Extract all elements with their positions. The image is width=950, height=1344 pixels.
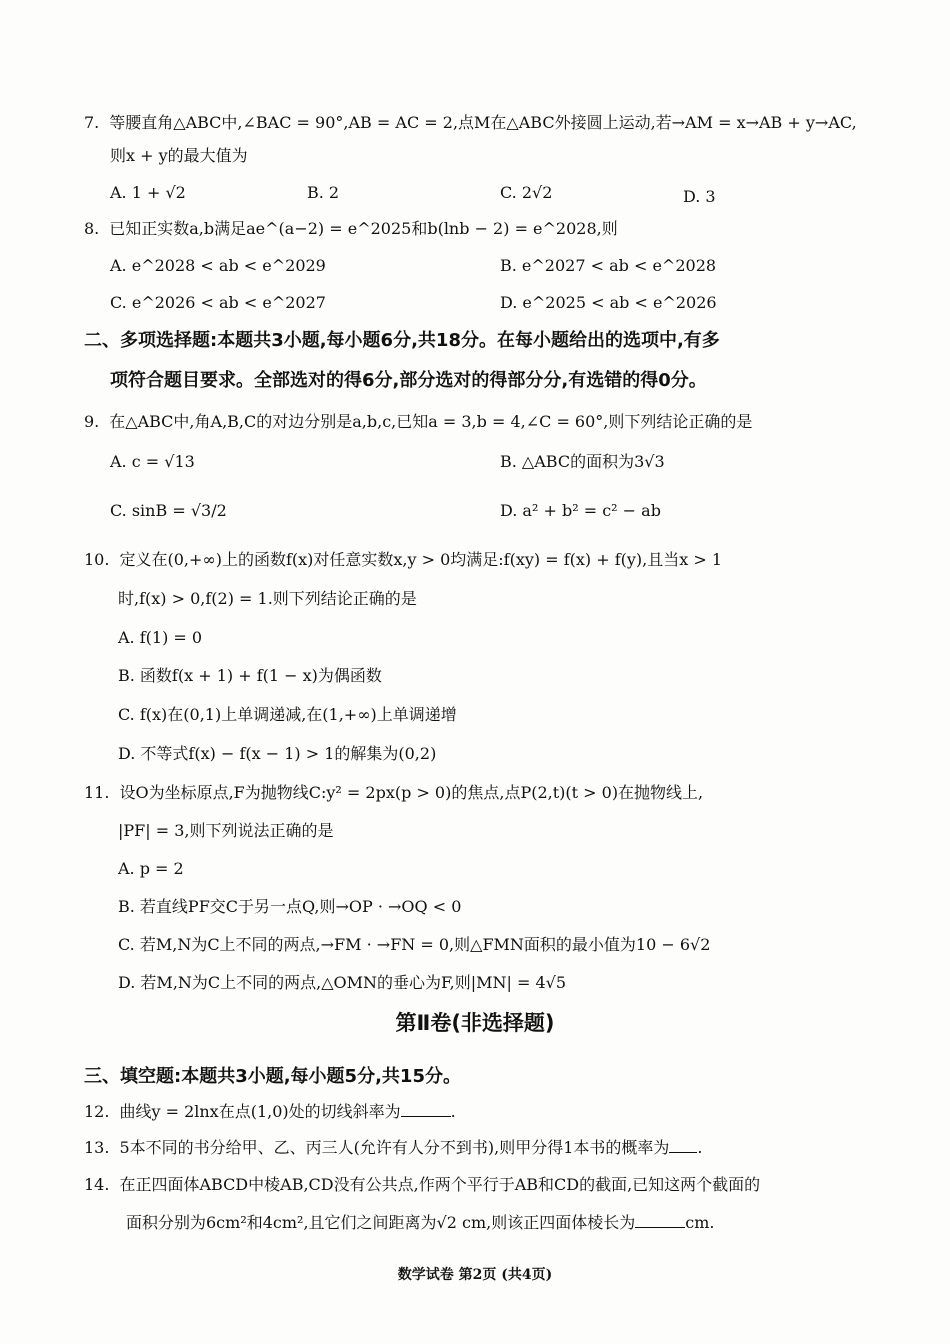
q9-option-c: C. sinB = √3/2 bbox=[110, 501, 227, 520]
q11-stem-cont: |PF| = 3,则下列说法正确的是 bbox=[118, 821, 334, 840]
q10-stem-cont: 时,f(x) > 0,f(2) = 1.则下列结论正确的是 bbox=[118, 589, 417, 608]
q7-number: 7. bbox=[84, 113, 100, 132]
q7-option-b: B. 2 bbox=[307, 183, 340, 202]
page-footer: 数学试卷 第2页 (共4页) bbox=[397, 1267, 553, 1283]
q10-option-b: B. 函数f(x + 1) + f(1 − x)为偶函数 bbox=[118, 666, 382, 685]
q8-option-a: A. e^2028 < ab < e^2029 bbox=[110, 256, 326, 275]
q7-stem-cont: 则x + y的最大值为 bbox=[110, 146, 248, 165]
q9-option-b: B. △ABC的面积为3√3 bbox=[500, 452, 665, 471]
q11-option-d: D. 若M,N为C上不同的两点,△OMN的垂心为F,则|MN| = 4√5 bbox=[118, 973, 567, 992]
section-3-header: 三、填空题:本题共3小题,每小题5分,共15分。 bbox=[84, 1066, 461, 1087]
q14: 14. 在正四面体ABCD中棱AB,CD没有公共点,作两个平行于AB和CD的截面,已知这两个截面的 bbox=[84, 1175, 761, 1194]
section-2-header-cont: 项符合题目要求。全部选对的得6分,部分选对的得部分分,有选错的得0分。 bbox=[110, 370, 707, 391]
section-2-header: 二、多项选择题:本题共3小题,每小题6分,共18分。在每小题给出的选项中,有多 bbox=[84, 330, 720, 351]
q8-stem: 8. 已知正实数a,b满足ae^(a−2) = e^2025和b(lnb − 2) = e^2028,则 bbox=[84, 219, 618, 238]
q8-option-b: B. e^2027 < ab < e^2028 bbox=[500, 256, 717, 275]
q11-stem: 11. 设O为坐标原点,F为抛物线C:y² = 2px(p > 0)的焦点,点P(2,t)(t > 0)在抛物线上, bbox=[84, 783, 704, 802]
q8-option-d: D. e^2025 < ab < e^2026 bbox=[500, 293, 717, 312]
q11-option-c: C. 若M,N为C上不同的两点,→FM · →FN = 0,则△FMN面积的最小值为10 − 6√2 bbox=[118, 935, 711, 954]
q8-option-c: C. e^2026 < ab < e^2027 bbox=[110, 293, 326, 312]
q10-option-d: D. 不等式f(x) − f(x − 1) > 1的解集为(0,2) bbox=[118, 744, 437, 763]
q7-option-c: C. 2√2 bbox=[500, 183, 553, 202]
answer-blank bbox=[669, 1138, 697, 1153]
q12: 12. 曲线y = 2lnx在点(1,0)处的切线斜率为 . bbox=[84, 1102, 456, 1121]
q7-stem: 7. 等腰直角△ABC中,∠BAC = 90°,AB = AC = 2,点M在△ABC外接圆上运动,若→AM = x→AB + y→AC, bbox=[84, 113, 857, 132]
answer-blank bbox=[401, 1102, 451, 1117]
q14-cont: 面积分别为6cm²和4cm²,且它们之间距离为√2 cm,则该正四面体棱长为 cm. bbox=[126, 1213, 715, 1232]
q9-option-d: D. a² + b² = c² − ab bbox=[500, 501, 661, 520]
q9-option-a: A. c = √13 bbox=[110, 452, 195, 471]
q7-option-a: A. 1 + √2 bbox=[110, 183, 186, 202]
part-2-title: 第Ⅱ卷(非选择题) bbox=[395, 1011, 555, 1035]
q9-stem: 9. 在△ABC中,角A,B,C的对边分别是a,b,c,已知a = 3,b = 4,∠C = 60°,则下列结论正确的是 bbox=[84, 412, 753, 431]
q13: 13. 5本不同的书分给甲、乙、丙三人(允许有人分不到书),则甲分得1本书的概率为 . bbox=[84, 1138, 703, 1157]
q7-option-d: D. 3 bbox=[683, 187, 716, 206]
answer-blank bbox=[635, 1213, 685, 1228]
q10-option-a: A. f(1) = 0 bbox=[118, 628, 203, 647]
q11-option-a: A. p = 2 bbox=[118, 859, 184, 878]
q10-option-c: C. f(x)在(0,1)上单调递减,在(1,+∞)上单调递增 bbox=[118, 705, 457, 724]
q11-option-b: B. 若直线PF交C于另一点Q,则→OP · →OQ < 0 bbox=[118, 897, 462, 916]
q10-stem: 10. 定义在(0,+∞)上的函数f(x)对任意实数x,y > 0均满足:f(xy) = f(x) + f(y),且当x > 1 bbox=[84, 550, 723, 569]
